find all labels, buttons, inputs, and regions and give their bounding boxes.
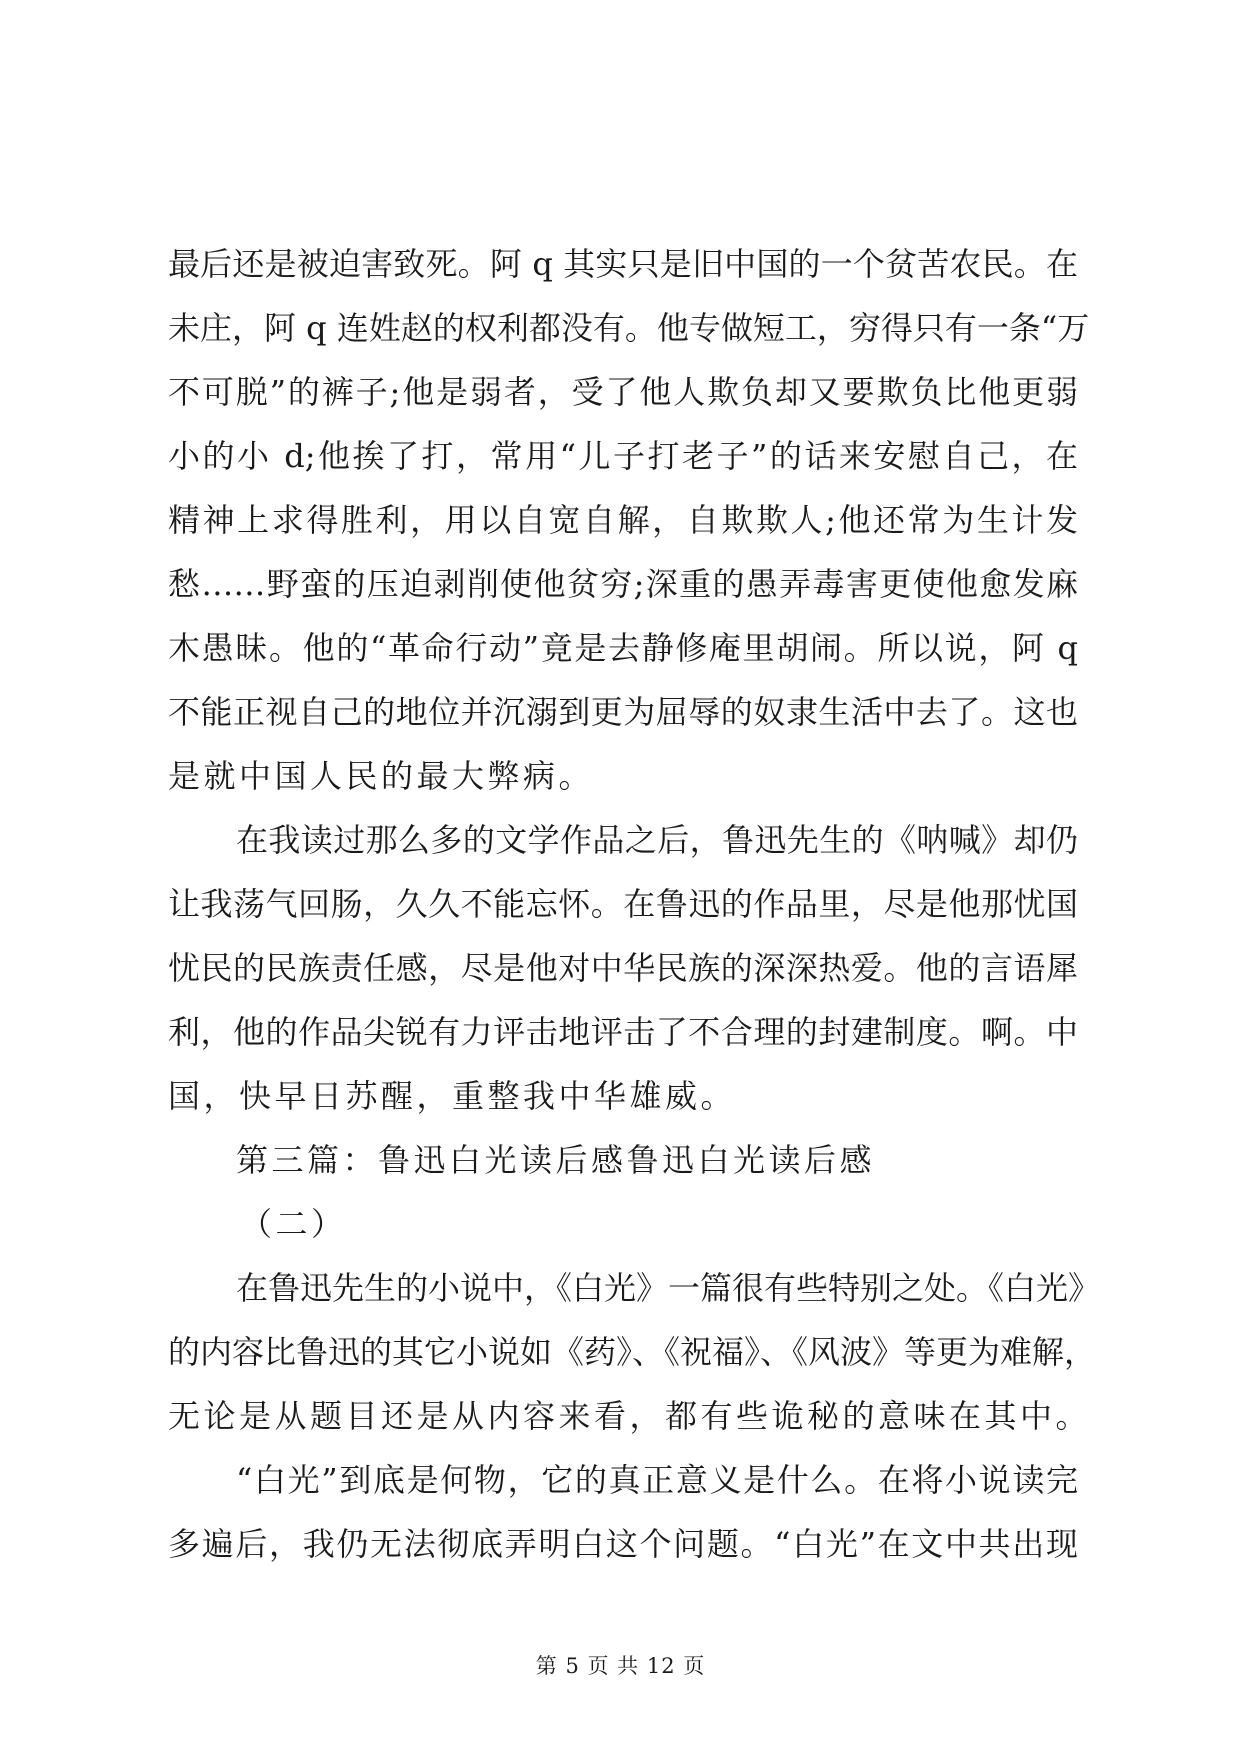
text-line: 愁……野蛮的压迫剥削使他贫穷;深重的愚弄毒害更使他愈发麻: [168, 565, 1078, 603]
text-line: 国，快早日苏醒，重整我中华雄威。: [168, 1077, 737, 1115]
text-line: 无论是从题目还是从内容来看，都有些诡秘的意味在其中。: [168, 1397, 1092, 1435]
text-line: 多遍后，我仍无法彻底弄明白这个问题。“白光”在文中共出现: [168, 1525, 1078, 1563]
text-line: 让我荡气回肠，久久不能忘怀。在鲁迅的作品里，尽是他那忧国: [168, 885, 1078, 923]
paragraph-first-line: “白光”到底是何物，它的真正意义是什么。在将小说读完: [236, 1461, 1078, 1499]
document-body: [168, 232, 1101, 1576]
paragraph-first-line: 在我读过那么多的文学作品之后，鲁迅先生的《呐喊》却仍: [236, 821, 1078, 859]
paragraph-first-line: 在鲁迅先生的小说中，《白光》一篇很有些特别之处。《白光》: [236, 1269, 1101, 1307]
text-line: 不能正视自己的地位并沉溺到更为屈辱的奴隶生活中去了。这也: [168, 693, 1078, 731]
page-number-footer: 第 5 页 共 12 页: [535, 1654, 706, 1678]
text-line: 未庄，阿 q 连姓赵的权利都没有。他专做短工，穷得只有一条“万: [168, 309, 1090, 347]
text-line: 小的小 d;他挨了打，常用“儿子打老子”的话来安慰自己，在: [168, 437, 1078, 475]
text-line: 不可脱”的裤子;他是弱者，受了他人欺负却又要欺负比他更弱: [168, 373, 1078, 411]
text-line: 精神上求得胜利，用以自宽自解，自欺欺人;他还常为生计发: [168, 501, 1078, 539]
text-line: 忧民的民族责任感，尽是他对中华民族的深深热爱。他的言语犀: [168, 949, 1078, 987]
text-line: 是就中国人民的最大弊病。: [168, 757, 595, 795]
text-line: 的内容比鲁迅的其它小说如《药》、《祝福》、《风波》等更为难解，: [168, 1333, 1097, 1371]
section-heading: 第三篇：鲁迅白光读后感鲁迅白光读后感: [236, 1141, 876, 1179]
text-line: 木愚昧。他的“革命行动”竟是去静修庵里胡闹。所以说，阿 q: [168, 629, 1078, 667]
section-subheading: （二）: [240, 1205, 347, 1243]
text-line: 利，他的作品尖锐有力评击地评击了不合理的封建制度。啊。中: [168, 1013, 1078, 1051]
text-line: 最后还是被迫害致死。阿 q 其实只是旧中国的一个贫苦农民。在: [168, 245, 1078, 283]
